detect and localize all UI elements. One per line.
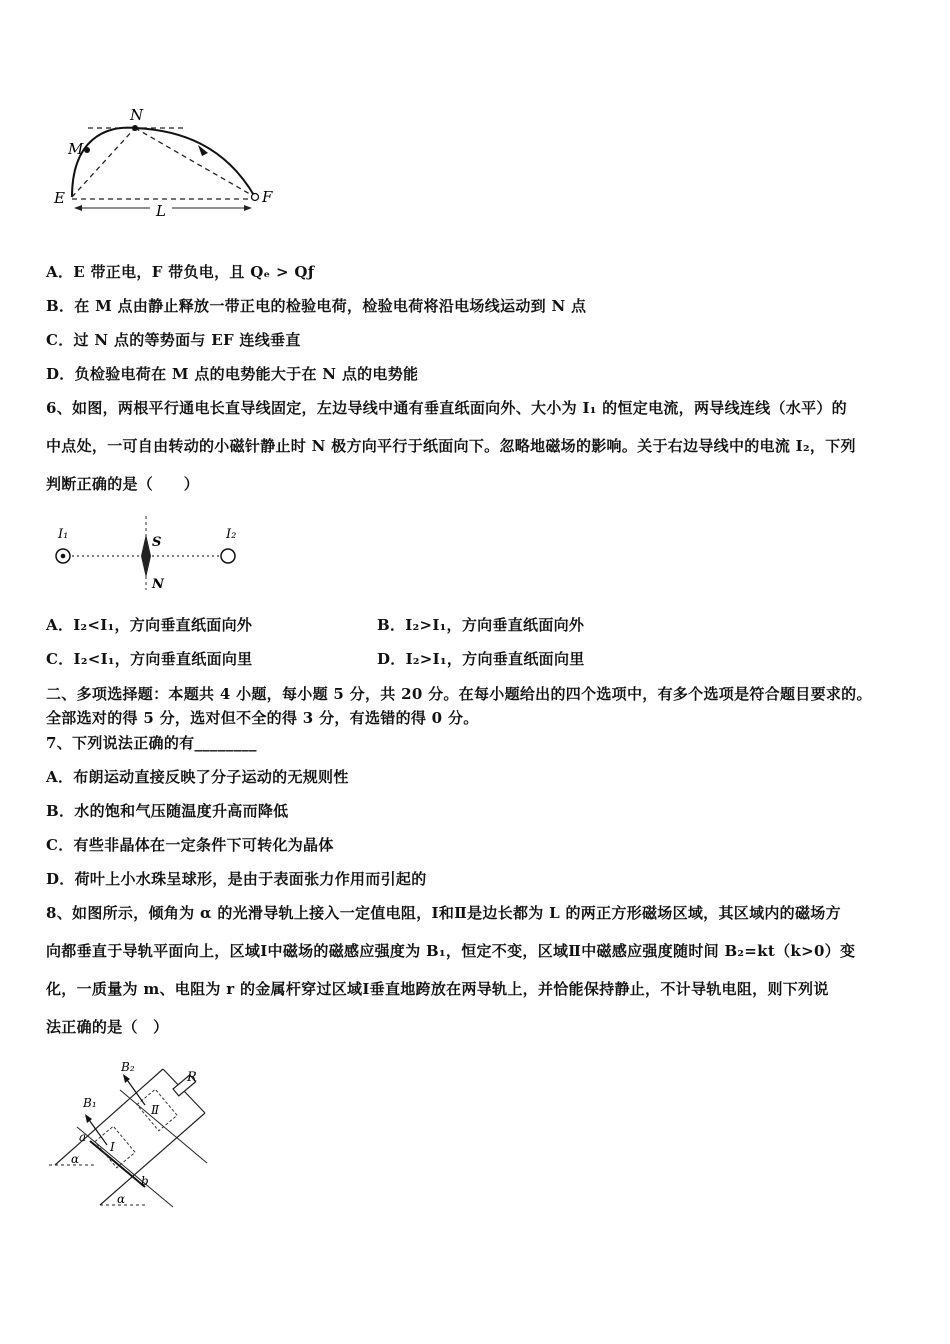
q8-stem-line-4: 法正确的是（ ） (46, 1018, 169, 1036)
q5-option-b: B．在 M 点由静止释放一带正电的检验电荷，检验电荷将沿电场线运动到 N 点 (46, 297, 587, 315)
q5-field-line-figure (50, 100, 290, 225)
q6-stem-line-2: 中点处，一可自由转动的小磁针静止时 N 极方向平行于纸面向下。忽略地磁场的影响。关于右边导线中的电流 I₂，下列 (46, 437, 856, 455)
q8-stem-line-2: 向都垂直于导轨平面向上，区域Ⅰ中磁场的磁感应强度为 B₁，恒定不变，区域Ⅱ中磁感应强度随时间 B₂=kt（k>0）变 (46, 942, 856, 960)
q8-label-b2: B₂ (121, 1060, 135, 1074)
q5-option-a: A．E 带正电，F 带负电，且 Qₑ > Qƒ (46, 263, 315, 281)
q6-label-i1: I₁ (58, 527, 69, 542)
q8-label-alpha-1: α (71, 1152, 80, 1166)
q6-wire-right (221, 549, 235, 563)
q8-rails-figure (45, 1055, 225, 1210)
q6-stem-line-1: 6、如图，两根平行通电长直导线固定，左边导线中通有垂直纸面向外、大小为 I₁ 的恒定电流，两导线连线（水平）的 (46, 399, 847, 417)
q6-option-c: C．I₂<I₁，方向垂直纸面向里 (46, 650, 253, 668)
q5-label-f: F (262, 188, 273, 206)
q6-wire-left-dot (61, 554, 66, 559)
q8-label-region-2: Ⅱ (151, 1103, 160, 1117)
q8-label-b1: B₁ (83, 1096, 97, 1110)
section2-header-line-1: 二、多项选择题：本题共 4 小题，每小题 5 分，共 20 分。在每小题给出的四个选项中，有多个选项是符合题目要求的。 (46, 685, 872, 703)
q5-option-c: C．过 N 点的等势面与 EF 连线垂直 (46, 331, 301, 349)
q5-dash-n-f (135, 128, 255, 197)
q8-label-a: a (79, 1130, 87, 1144)
q8-stem-line-1: 8、如图所示，倾角为 α 的光滑导轨上接入一定值电阻，Ⅰ和Ⅱ是边长都为 L 的两正方形磁场区域，其区域内的磁场方 (46, 904, 841, 922)
q5-l-arrowhead-left (74, 205, 82, 211)
q5-label-e: E (54, 189, 65, 207)
q6-stem-line-3: 判断正确的是（ ） (46, 475, 200, 493)
q8-label-alpha-2: α (117, 1192, 126, 1206)
q6-label-i2: I₂ (226, 527, 237, 542)
q6-option-a: A．I₂<I₁，方向垂直纸面向外 (46, 616, 253, 634)
q8-stem-line-3: 化，一质量为 m、电阻为 r 的金属杆穿过区域Ⅰ垂直地跨放在两导轨上，并恰能保持静止，不计导轨电阻，则下列说 (46, 980, 829, 998)
q6-label-n: N (152, 577, 164, 592)
q5-label-m: M (68, 140, 84, 158)
q7-option-a: A．布朗运动直接反映了分子运动的无规则性 (46, 768, 349, 786)
q6-compass-needle (141, 534, 151, 578)
q5-label-l: L (156, 202, 166, 220)
q5-label-n: N (130, 106, 144, 124)
q7-stem: 7、下列说法正确的有________ (46, 734, 257, 752)
q6-label-s: S (152, 535, 162, 550)
q8-label-b: b (141, 1174, 149, 1188)
q5-point-n (132, 125, 138, 131)
q5-curve (72, 128, 255, 197)
q5-point-f (252, 194, 259, 201)
q5-l-arrowhead-right (244, 205, 252, 211)
q7-option-b: B．水的饱和气压随温度升高而降低 (46, 802, 289, 820)
q7-option-c: C．有些非晶体在一定条件下可转化为晶体 (46, 836, 334, 854)
q5-point-m (84, 147, 90, 153)
q8-label-region-1: Ⅰ (110, 1140, 115, 1154)
q5-dash-e-n (72, 128, 135, 197)
q6-option-b: B．I₂>I₁，方向垂直纸面向外 (377, 616, 585, 634)
q6-option-d: D．I₂>I₁，方向垂直纸面向里 (377, 650, 585, 668)
section2-header-line-2: 全部选对的得 5 分，选对但不全的得 3 分，有选错的得 0 分。 (46, 709, 479, 727)
q6-wires-figure (50, 512, 250, 592)
q7-option-d: D．荷叶上小水珠呈球形，是由于表面张力作用而引起的 (46, 870, 427, 888)
q5-option-d: D．负检验电荷在 M 点的电势能大于在 N 点的电势能 (46, 365, 419, 383)
q8-label-r: R (187, 1070, 197, 1085)
q8-bar-ab (90, 1141, 145, 1187)
